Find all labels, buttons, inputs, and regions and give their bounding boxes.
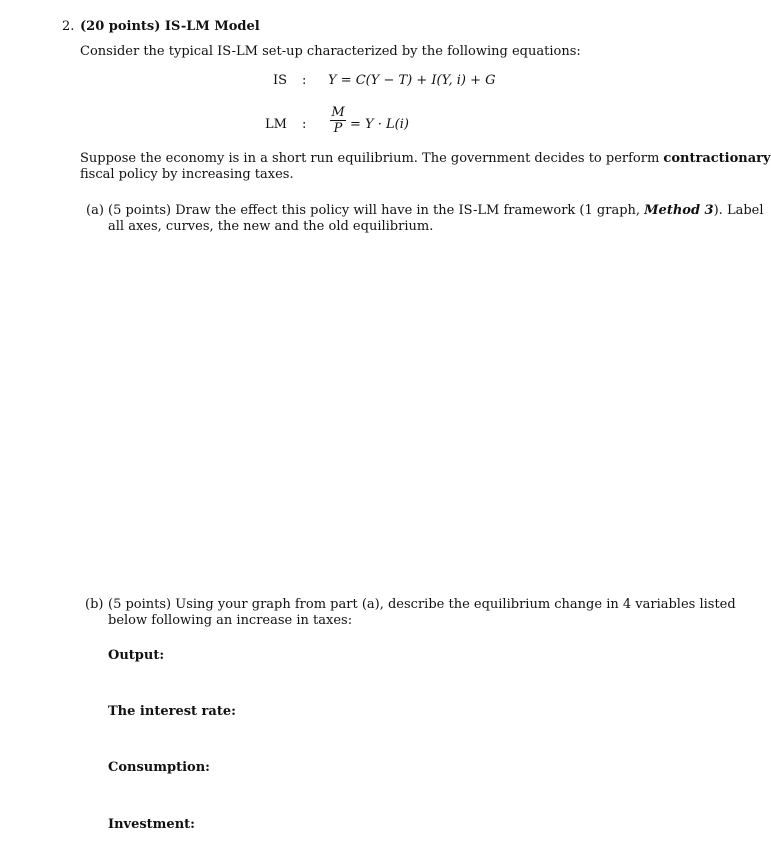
scenario-text: Suppose the economy is in a short run equilibrium. The government decides to perform — [80, 151, 664, 166]
problem-intro: Consider the typical IS-LM set-up characterized by the following equations: — [80, 44, 581, 59]
lm-fraction — [330, 106, 346, 135]
part-a-label: (a) — [86, 203, 104, 218]
is-equation: Y = C(Y − T) + I(Y, i) + G — [328, 73, 496, 88]
lm-numerator: M — [331, 105, 345, 120]
lm-colon: : — [302, 117, 307, 132]
part-a-text: (5 points) Draw the effect this policy will have in the IS-LM framework (1 graph, — [108, 203, 645, 218]
lm-label: LM — [265, 117, 287, 132]
scenario-bold: contractionary — [663, 151, 771, 166]
scenario-line-2: fiscal policy by increasing taxes. — [80, 167, 294, 182]
is-colon: : — [302, 73, 307, 88]
problem-heading: (20 points) IS-LM Model — [80, 19, 260, 34]
part-b-line-2: below following an increase in taxes: — [108, 613, 353, 628]
part-b-label: (b) — [85, 597, 104, 612]
part-a-method: Method 3 — [644, 203, 714, 218]
answer-interest-rate-label: The interest rate: — [108, 704, 236, 719]
lm-equation-rhs: = Y · L(i) — [350, 117, 409, 132]
answer-output-label: Output: — [108, 648, 165, 663]
scenario-line-1 — [80, 151, 771, 167]
problem-number: 2. — [62, 19, 75, 34]
part-a-line-2: all axes, curves, the new and the old equilibrium. — [108, 219, 434, 234]
is-label: IS — [273, 73, 288, 88]
part-b-line-1: (5 points) Using your graph from part (a), describe the equilibrium change in 4 variables listed — [108, 597, 736, 612]
part-a-line-1 — [108, 203, 764, 219]
answer-consumption-label: Consumption: — [108, 760, 210, 775]
lm-denominator: P — [333, 121, 343, 136]
answer-investment-label: Investment: — [108, 817, 195, 832]
part-a-text-after: ). Label — [713, 203, 764, 218]
